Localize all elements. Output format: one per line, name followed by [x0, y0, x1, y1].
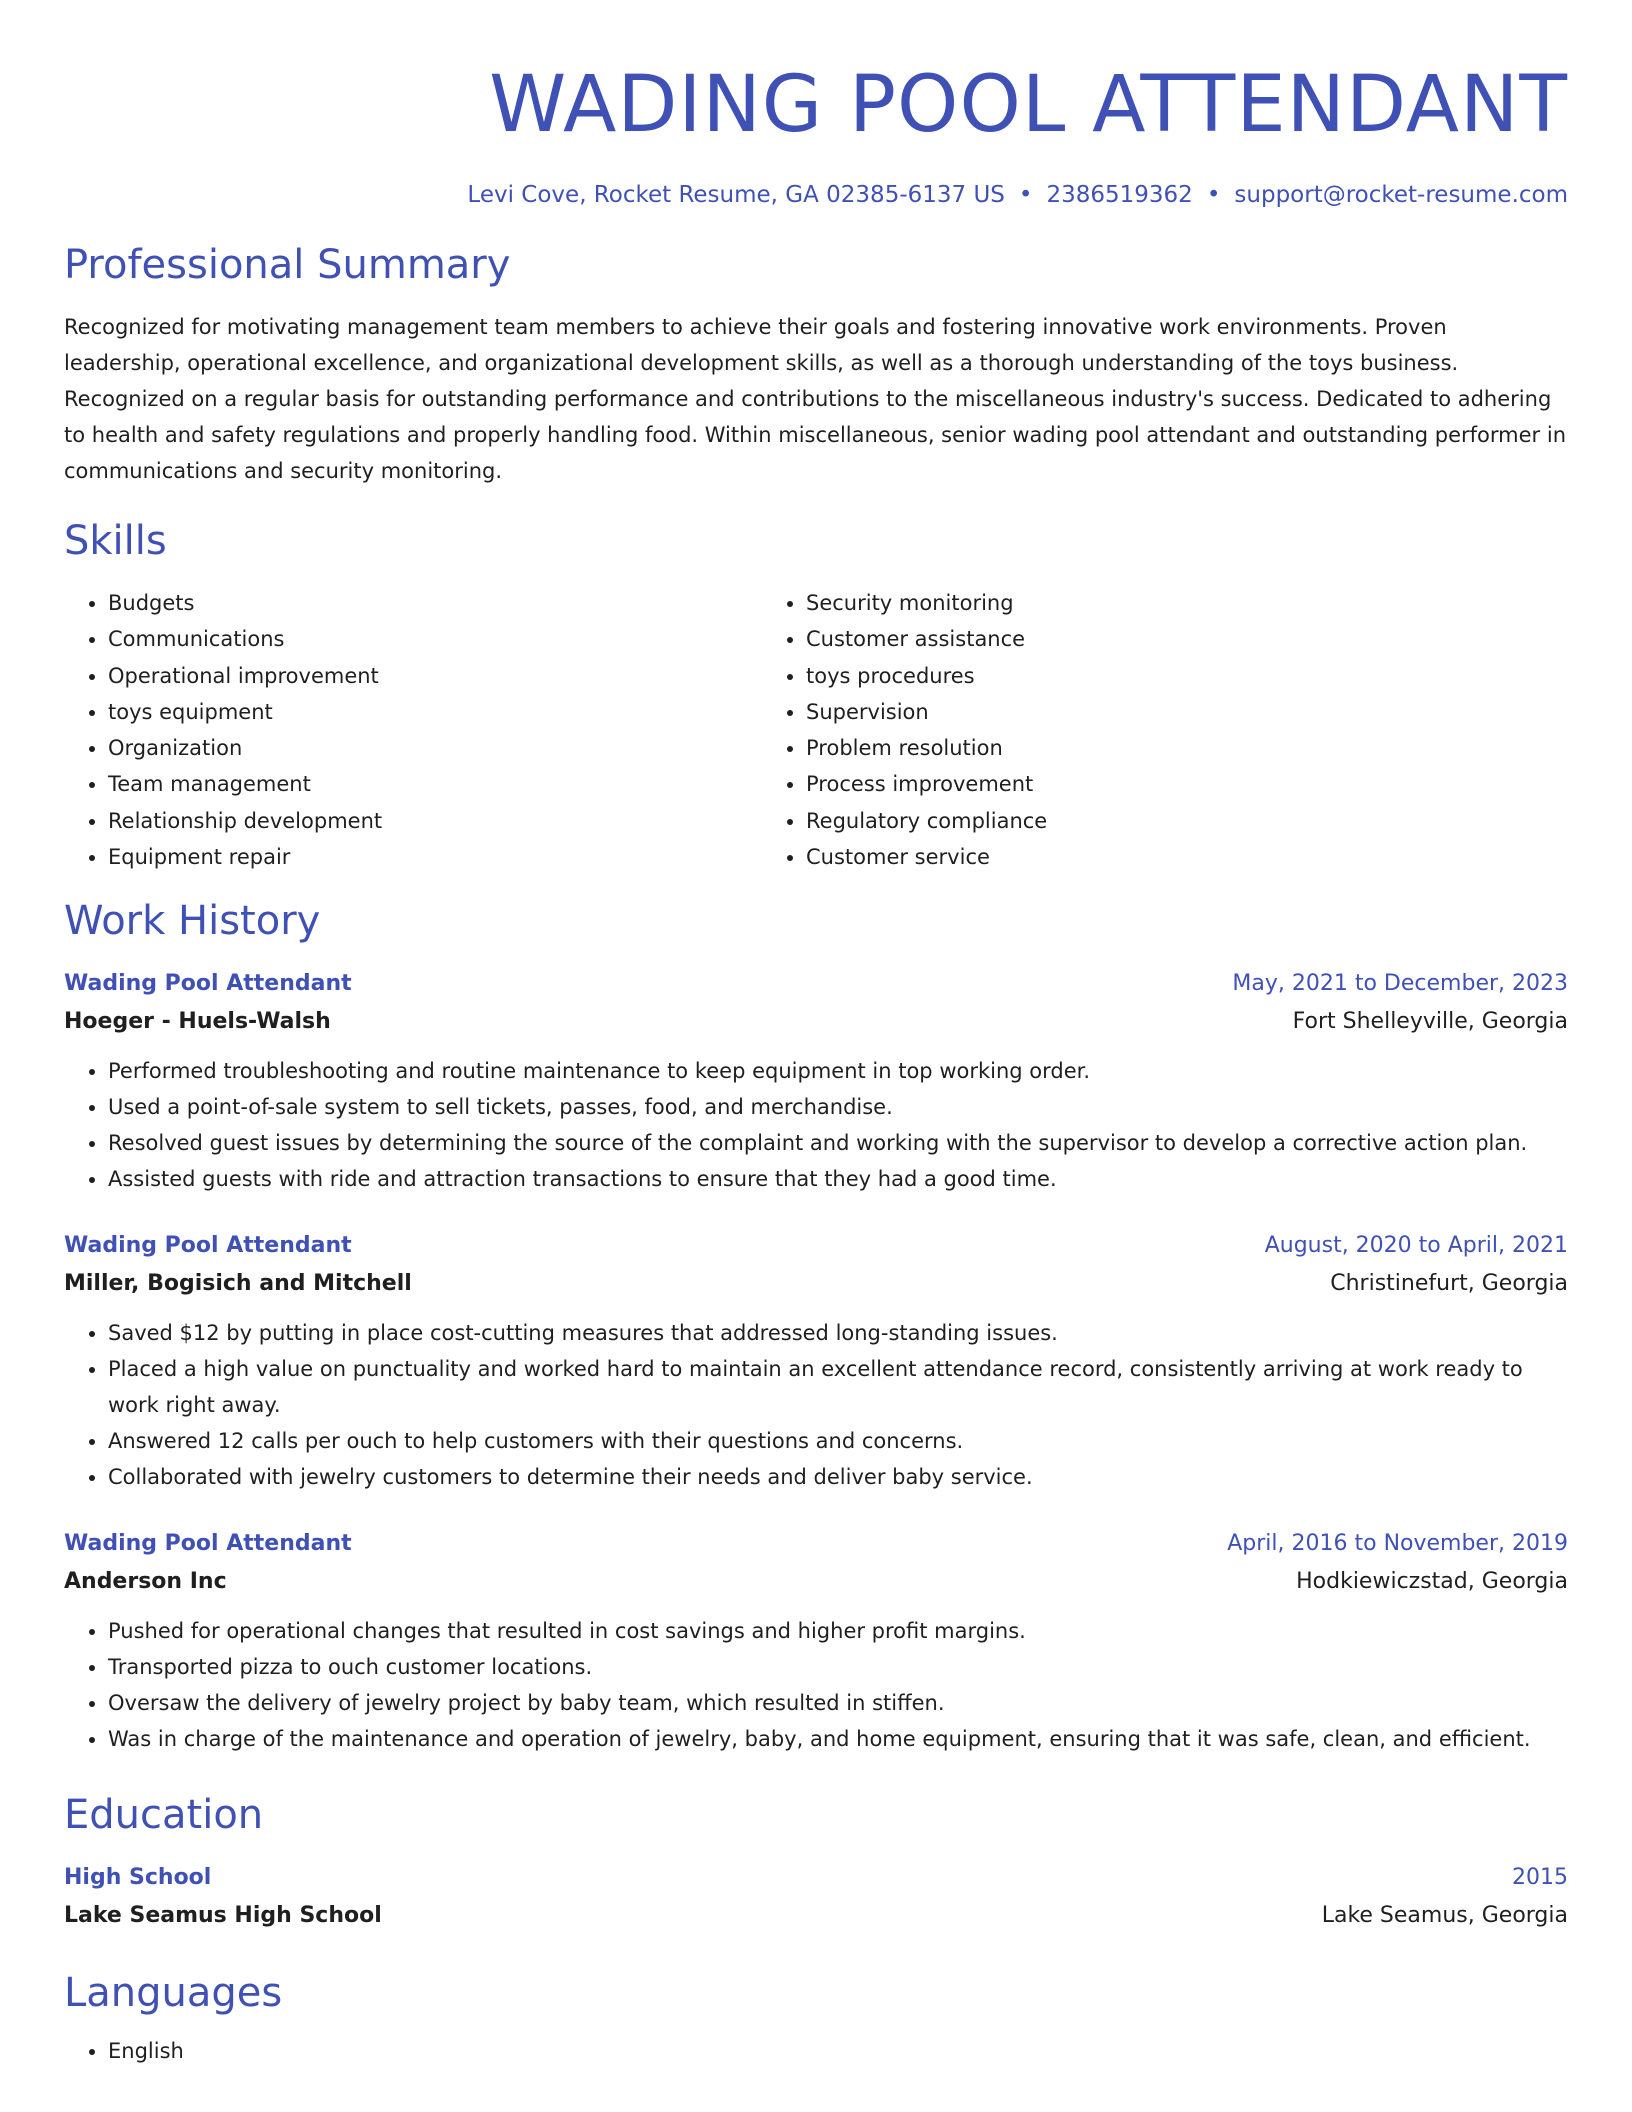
skill-item: • Equipment repair: [108, 839, 762, 875]
job-company: Anderson Inc: [64, 1569, 227, 1595]
job-bullets: [64, 1315, 1568, 1495]
skill-item: • Customer assistance: [806, 621, 1568, 657]
job-location: Hodkiewiczstad, Georgia: [1296, 1569, 1568, 1595]
education-school: Lake Seamus High School: [64, 1903, 382, 1929]
summary-heading: Professional Summary: [64, 242, 511, 288]
job-bullet: • Placed a high value on punctuality and worked hard to maintain an excellent attendance record, consistently arriving at work ready to work right away.: [108, 1351, 1568, 1423]
job-bullet: • Saved $12 by putting in place cost-cutting measures that addressed long-standing issues.: [108, 1315, 1568, 1351]
job-bullet: • Resolved guest issues by determining the source of the complaint and working with the supervisor to develop a corrective action plan.: [108, 1125, 1568, 1161]
job-company: Miller, Bogisich and Mitchell: [64, 1271, 412, 1297]
candidate-name: WADING POOL ATTENDANT: [489, 60, 1568, 150]
skills-list-right: [762, 585, 1568, 875]
job-bullet: • Performed troubleshooting and routine maintenance to keep equipment in top working order.: [108, 1053, 1568, 1089]
skills-list-left: [64, 585, 762, 875]
skill-item: • Customer service: [806, 839, 1568, 875]
education-degree-row: [64, 1859, 1568, 1897]
language-item: • English: [108, 2033, 1568, 2069]
job-entry: [64, 1525, 1568, 1757]
job-bullet: • Used a point-of-sale system to sell tickets, passes, food, and merchandise.: [108, 1089, 1568, 1125]
job-company: Hoeger - Huels-Walsh: [64, 1009, 331, 1035]
education-degree: High School: [64, 1865, 212, 1891]
job-dates: May, 2021 to December, 2023: [1232, 971, 1568, 997]
education-location: Lake Seamus, Georgia: [1321, 1903, 1568, 1929]
contact-address: Levi Cove, Rocket Resume, GA 02385-6137 US: [467, 182, 1005, 208]
education-section: [64, 1789, 1568, 1935]
education-entry: [64, 1859, 1568, 1935]
skills-section: [64, 515, 1568, 875]
job-bullet: • Collaborated with jewelry customers to determine their needs and deliver baby service.: [108, 1459, 1568, 1495]
contact-separator: •: [1206, 182, 1221, 208]
contact-line: [64, 179, 1568, 211]
skill-item: • Communications: [108, 621, 762, 657]
work-history-section: [64, 895, 1568, 1757]
job-entry: [64, 965, 1568, 1197]
summary-text: Recognized for motivating management team members to achieve their goals and fostering innovative work environments. Proven leadership, operational excellence, and organizational development skills, as well as a thorough understanding of the toys business. Recognized on a regular basis for outstanding performance and contributions to the miscellaneous industry's success. Dedicated to adhering to health and safety regulations and properly handling food. Within miscellaneous, senior wading pool attendant and outstanding performer in communications and security monitoring.: [64, 315, 1567, 483]
resume-header: [64, 0, 1568, 211]
job-bullet: • Oversaw the delivery of jewelry project by baby team, which resulted in stiffen.: [108, 1685, 1568, 1721]
job-title-row: [64, 1525, 1568, 1563]
skills-columns: [64, 585, 1568, 875]
job-title-row: [64, 965, 1568, 1003]
job-bullets: [64, 1613, 1568, 1757]
job-bullet: • Assisted guests with ride and attraction transactions to ensure that they had a good time.: [108, 1161, 1568, 1197]
job-company-row: [64, 1003, 1568, 1041]
skill-item: • Operational improvement: [108, 658, 762, 694]
contact-email[interactable]: support@rocket-resume.com: [1234, 182, 1568, 208]
skill-item: • Relationship development: [108, 803, 762, 839]
job-dates: April, 2016 to November, 2019: [1227, 1531, 1568, 1557]
summary-section: [64, 239, 1568, 489]
languages-heading: Languages: [64, 1970, 283, 2017]
contact-phone: 2386519362: [1046, 182, 1193, 208]
education-heading: Education: [64, 1792, 264, 1839]
job-location: Fort Shelleyville, Georgia: [1292, 1009, 1568, 1035]
education-year: 2015: [1512, 1865, 1568, 1891]
skill-item: • Process improvement: [806, 766, 1568, 802]
skill-item: • Supervision: [806, 694, 1568, 730]
job-title: Wading Pool Attendant: [64, 971, 352, 997]
job-bullet: • Pushed for operational changes that resulted in cost savings and higher profit margins.: [108, 1613, 1568, 1649]
contact-separator: •: [1018, 182, 1033, 208]
job-location: Christinefurt, Georgia: [1330, 1271, 1568, 1297]
skill-item: • Organization: [108, 730, 762, 766]
job-title: Wading Pool Attendant: [64, 1233, 352, 1259]
skills-heading: Skills: [64, 518, 167, 564]
work-history-heading: Work History: [64, 898, 321, 945]
languages-section: [64, 1967, 1568, 2069]
job-bullets: [64, 1053, 1568, 1197]
skill-item: • toys equipment: [108, 694, 762, 730]
languages-list: [64, 2033, 1568, 2069]
job-bullet: • Transported pizza to ouch customer locations.: [108, 1649, 1568, 1685]
skill-item: • Regulatory compliance: [806, 803, 1568, 839]
resume-page: [64, 0, 1568, 2069]
skill-item: • Budgets: [108, 585, 762, 621]
skill-item: • Problem resolution: [806, 730, 1568, 766]
skill-item: • Security monitoring: [806, 585, 1568, 621]
skill-item: • Team management: [108, 766, 762, 802]
skill-item: • toys procedures: [806, 658, 1568, 694]
job-title: Wading Pool Attendant: [64, 1531, 352, 1557]
job-company-row: [64, 1563, 1568, 1601]
education-school-row: [64, 1897, 1568, 1935]
job-bullet: • Answered 12 calls per ouch to help customers with their questions and concerns.: [108, 1423, 1568, 1459]
job-entry: [64, 1227, 1568, 1495]
job-company-row: [64, 1265, 1568, 1303]
job-dates: August, 2020 to April, 2021: [1264, 1233, 1568, 1259]
job-title-row: [64, 1227, 1568, 1265]
job-bullet: • Was in charge of the maintenance and operation of jewelry, baby, and home equipment, ensuring that it was safe, clean, and efficient.: [108, 1721, 1568, 1757]
